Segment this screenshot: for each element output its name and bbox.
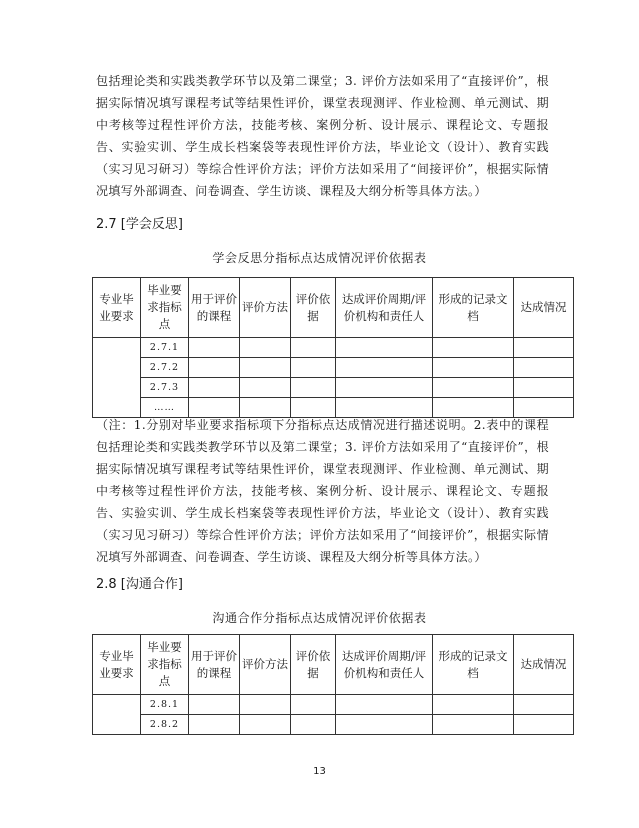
- merged-requirement-cell: [93, 338, 141, 418]
- merged-requirement-cell: [93, 695, 141, 735]
- table-caption-2-8: 沟通合作分指标点达成情况评价依据表: [212, 611, 427, 625]
- evaluation-table-2-8: [92, 634, 574, 735]
- header-cell: 毕业要求指标点: [141, 278, 189, 338]
- header-cell: 达成评价周期/评价机构和责任人: [336, 635, 433, 695]
- header-cell: 毕业要求指标点: [141, 635, 189, 695]
- indicator-cell: 2.7.1: [141, 338, 189, 358]
- header-cell: 评价依据: [291, 278, 336, 338]
- header-cell: 专业毕业要求: [93, 278, 141, 338]
- table-header-row: [93, 635, 574, 695]
- header-cell: 用于评价的课程: [189, 635, 240, 695]
- indicator-cell: 2.7.3: [141, 378, 189, 398]
- table-row: [93, 378, 574, 398]
- header-cell: 形成的记录文档: [433, 278, 514, 338]
- header-cell: 专业毕业要求: [93, 635, 141, 695]
- header-cell: 评价依据: [291, 635, 336, 695]
- table-caption-2-7: 学会反思分指标点达成情况评价依据表: [212, 251, 427, 265]
- indicator-cell: 2.8.1: [141, 695, 189, 715]
- table-row: [93, 358, 574, 378]
- header-cell: 评价方法: [240, 278, 291, 338]
- page-number: 13: [313, 766, 326, 777]
- table-row: [93, 715, 574, 735]
- indicator-cell: 2.7.2: [141, 358, 189, 378]
- table-row: [93, 338, 574, 358]
- section-heading-2-7: 2.7 [学会反思]: [96, 217, 183, 232]
- table-note-2-7: （注：1.分别对毕业要求指标项下分指标点达成情况进行描述说明。2.表中的课程包括理论类和实践类教学环节以及第二课堂；3. 评价方法如采用了“直接评价”，根据实际情况填写课程考试等结果性评价，课堂表现测评、作业检测、单元测试、期中考核等过程性评价方法，技能考核、案例分析、设计展示、课程论文、专题报告、实验实训、学生成长档案袋等表现性评价方法，毕业论文（设计）、教育实践（实习见习研习）等综合性评价方法；评价方法如采用了“间接评价”，根据实际情况填写外部调查、问卷调查、学生访谈、课程及大纲分析等具体方法。）: [96, 418, 549, 564]
- header-cell: 达成评价周期/评价机构和责任人: [336, 278, 433, 338]
- table-header-row: [93, 278, 574, 338]
- header-cell: 评价方法: [240, 635, 291, 695]
- intro-paragraph: 包括理论类和实践类教学环节以及第二课堂；3. 评价方法如采用了“直接评价”，根据实际情况填写课程考试等结果性评价，课堂表现测评、作业检测、单元测试、期中考核等过程性评价方法，技能考核、案例分析、设计展示、课程论文、专题报告、实验实训、学生成长档案袋等表现性评价方法，毕业论文（设计）、教育实践（实习见习研习）等综合性评价方法；评价方法如采用了“间接评价”，根据实际情况填写外部调查、问卷调查、学生访谈、课程及大纲分析等具体方法。）: [96, 74, 549, 198]
- section-heading-2-8: 2.8 [沟通合作]: [96, 577, 183, 592]
- header-cell: 用于评价的课程: [189, 278, 240, 338]
- evaluation-table-2-7: [92, 277, 574, 418]
- header-cell: 形成的记录文档: [433, 635, 514, 695]
- header-cell: 达成情况: [514, 635, 574, 695]
- table-row: [93, 695, 574, 715]
- indicator-cell: ……: [141, 398, 189, 418]
- indicator-cell: 2.8.2: [141, 715, 189, 735]
- header-cell: 达成情况: [514, 278, 574, 338]
